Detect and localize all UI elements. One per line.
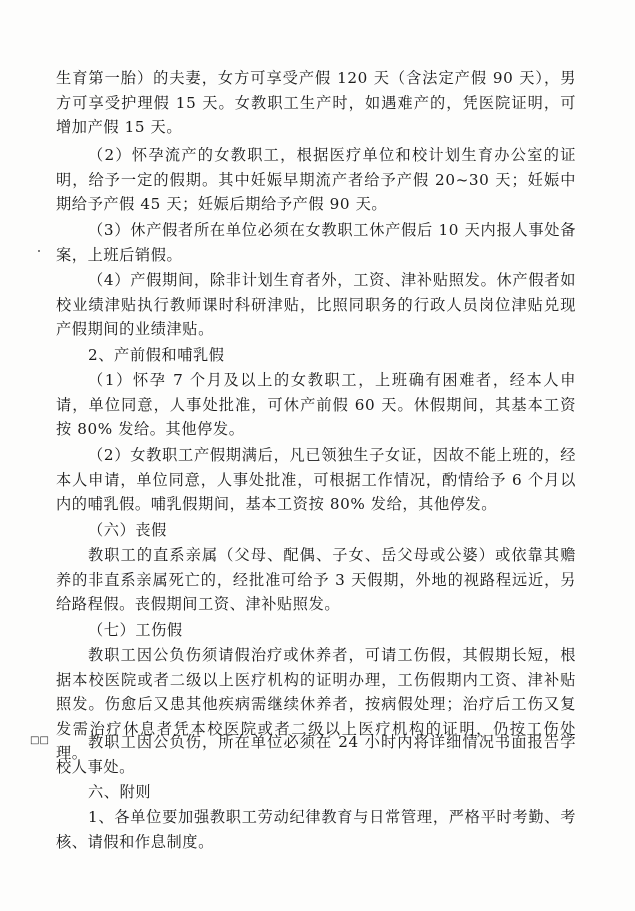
section-heading-work-injury-leave: （七）工伤假 (88, 621, 183, 639)
paragraph-injury-report: 教职工因公负伤，所在单位必须在 24 小时内将详细情况书面报告学校人事处。 (56, 733, 576, 776)
section-heading-prenatal-nursing-leave: 2、产前假和哺乳假 (88, 346, 225, 364)
margin-speck (38, 250, 40, 252)
paragraph-maternity-leave-days: 生育第一胎）的夫妻，女方可享受产假 120 天（含法定产假 90 天），男方可享受护理假 15 天。女教职工生产时，如遇难产的，凭医院证明，可增加产假 15 天。 (56, 69, 576, 137)
paragraph-discipline-management: 1、各单位要加强教职工劳动纪律教育与日常管理，严格平时考勤、考核、请假和作息制度。 (56, 808, 576, 851)
paragraph-leave-registration: （3）休产假者所在单位必须在女教职工休产假后 10 天内报人事处备案，上班后销假。 (56, 221, 576, 264)
section-heading-bereavement-leave: （六）丧假 (88, 521, 167, 539)
section-heading-supplementary-provisions: 六、附则 (88, 783, 152, 801)
paragraph-work-injury-leave: 教职工因公负伤须请假治疗或休养者，可请工伤假，其假期长短，根据本校医院或者二级以上医疗机构的证明办理，工伤假期内工资、津补贴照发。伤愈后又患其他疾病需继续休养者，按病假处理；治疗后工伤又复发需治疗休息者凭本校医院或者二级以上医疗机构的证明，仍按工伤处理。 (56, 646, 576, 763)
paragraph-bereavement-leave: 教职工的直系亲属（父母、配偶、子女、岳父母或公婆）或依靠其赡养的非直系亲属死亡的，经批准可给予 3 天假期，外地的视路程远近，另给路程假。丧假期间工资、津补贴照发。 (56, 546, 576, 614)
paragraph-nursing-leave: （2）女教职工产假期满后，凡已领独生子女证，因故不能上班的，经本人申请，单位同意，人事处批准，可根据工作情况，酌情给予 6 个月以内的哺乳假。哺乳假期间，基本工资按 80% 发给，其他停发。 (56, 446, 576, 514)
paragraph-miscarriage-leave: （2）怀孕流产的女教职工，根据医疗单位和校计划生育办公室的证明，给予一定的假期。其中妊娠早期流产者给予产假 20~30 天；妊娠中期给予产假 45 天；妊娠后期给予产假 90 天。 (56, 146, 576, 214)
margin-glyph: □□ (30, 735, 49, 746)
paragraph-prenatal-leave: （1）怀孕 7 个月及以上的女教职工，上班确有困难者，经本人申请，单位同意，人事处批准，可休产前假 60 天。休假期间，其基本工资按 80% 发给。其他停发。 (56, 371, 576, 439)
paragraph-leave-pay: （4）产假期间，除非计划生育者外，工资、津补贴照发。休产假者如校业绩津贴执行教师课时科研津贴，比照同职务的行政人员岗位津贴兑现产假期间的业绩津贴。 (56, 271, 576, 339)
